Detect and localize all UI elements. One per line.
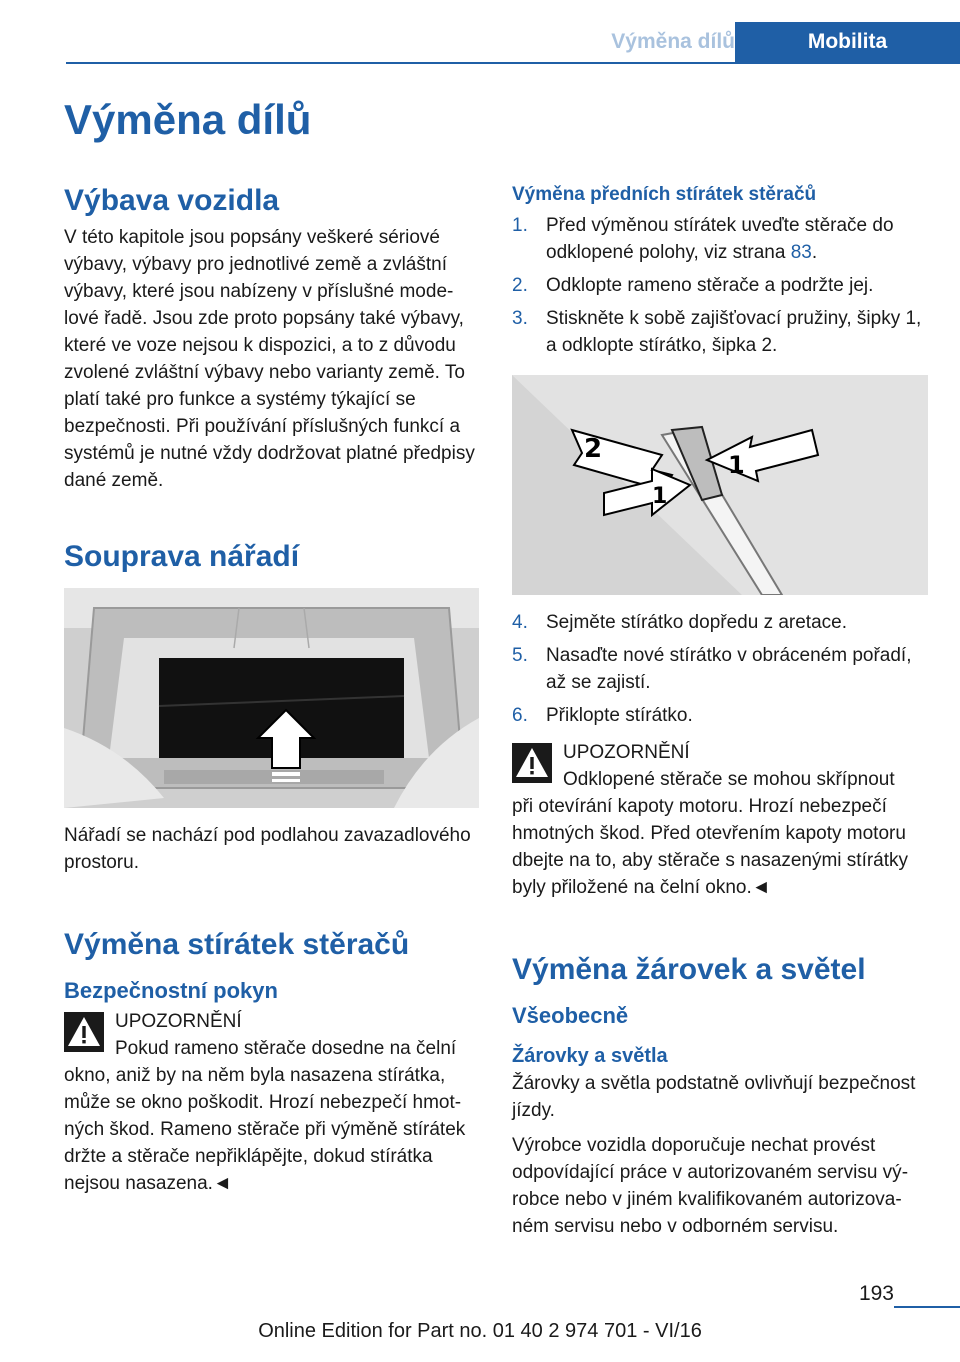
- safety-subheading: Bezpečnostní pokyn: [64, 978, 278, 1003]
- warning-text: při otevírání kapoty motoru. Hrozí nebezpečí hmotných škod. Před otevřením kapoty motoru dbejte na to, aby stěrače s nasazenými stírátky byly přiložené na čelní okno.◄: [512, 796, 909, 898]
- wiper-blade-illustration: [512, 375, 928, 595]
- left-column: [64, 184, 479, 1197]
- arrow-label: 2: [584, 434, 603, 464]
- bulbs-text-1: Žárovky a světla podstatně ovlivňují bezpečnost jízdy.: [512, 1073, 916, 1121]
- step-number: 6.: [512, 705, 528, 726]
- warning-label: UPOZORNĚNÍ: [115, 1011, 242, 1032]
- step-text: Nasaďte nové stírátko v obráceném pořadí, až se zajistí.: [546, 645, 912, 693]
- toolkit-caption: Nářadí se nachází pod podlahou zavazadlového prostoru.: [64, 825, 471, 873]
- right-column: [512, 184, 930, 1240]
- wiper-steps-list-continued: [512, 609, 930, 729]
- wiper-image: [512, 375, 928, 595]
- warning-label: UPOZORNĚNÍ: [563, 742, 690, 763]
- hood-warning: [512, 739, 930, 901]
- warning-text: okno, aniž by na něm byla nasazena stírátka, může se okno poškodit. Hrozí nebezpečí hmotných škod. Rameno stěrače při výměně stírátek držte a stěrače nepřiklápějte, dokud stírátka nejsou nasazena.◄: [64, 1065, 466, 1194]
- page-number: 193: [858, 1282, 894, 1305]
- footer-rule: [894, 1306, 960, 1308]
- step-text: Přiklopte stírátko.: [546, 705, 693, 726]
- wipers-heading: Výměna stírátek stěračů: [64, 928, 410, 961]
- wiper-warning: [64, 1008, 479, 1197]
- step-text: Sejměte stírátko dopředu z aretace.: [546, 612, 847, 633]
- step-number: 4.: [512, 612, 528, 633]
- page-link[interactable]: 83: [790, 242, 812, 263]
- list-item: [512, 212, 930, 266]
- step-text-end: .: [811, 242, 818, 263]
- warning-first-line: Odklopené stěrače se mohou skřípnout: [563, 769, 895, 790]
- trunk-floor-illustration: [64, 588, 479, 808]
- header-chapter-tab[interactable]: Mobilita: [735, 22, 960, 62]
- list-item: [512, 702, 930, 729]
- list-item: [512, 642, 930, 696]
- bulbs-heading: Výměna žárovek a světel: [512, 953, 866, 986]
- general-subheading: Všeobecně: [512, 1003, 629, 1028]
- bulbs-subheading: Žárovky a světla: [512, 1045, 668, 1067]
- arrow-label: 1: [652, 484, 668, 509]
- step-text: Před výměnou stírátek uveďte stěrače do odklopené polohy, viz strana: [546, 215, 894, 263]
- equipment-text: V této kapitole jsou popsány veškeré sériové výbavy, výbavy pro jednotlivé země a zvláštní výbavy, které jsou nabízeny v příslušné modelové řadě. Jsou zde proto popsány také výbavy, které ve voze nejsou k dispozici, a to z důvodu zvolené zvláštní výbavy nebo varianty země. To platí také pro funkce a systémy týkající se bezpečnosti. Při používání příslušných funkcí a systémů je nutné vždy dodržovat platné předpisy dané země.: [64, 227, 475, 491]
- warning-icon: [64, 1012, 104, 1052]
- step-text: Odklopte rameno stěrače a podržte jej.: [546, 275, 874, 296]
- trunk-image: [64, 588, 479, 808]
- warning-icon: [512, 743, 552, 783]
- step-number: 1.: [512, 215, 528, 236]
- list-item: [512, 272, 930, 299]
- bulbs-text-2: Výrobce vozidla doporučuje nechat provést odpovídající práce v autorizovaném servisu výrobce nebo v jiném kvalifikovaném autorizovaném servisu nebo v odborném servisu.: [512, 1135, 909, 1237]
- page-title: Výměna dílů: [64, 96, 312, 143]
- list-item: [512, 609, 930, 636]
- page-footer: [0, 1282, 960, 1362]
- header-section-tab[interactable]: Výměna dílů: [611, 30, 735, 53]
- arrow-label: 1: [728, 451, 745, 479]
- step-number: 2.: [512, 275, 528, 296]
- step-number: 3.: [512, 308, 528, 329]
- toolkit-heading: Souprava nářadí: [64, 540, 300, 573]
- running-header: [66, 22, 960, 64]
- step-number: 5.: [512, 645, 528, 666]
- wiper-steps-list: [512, 212, 930, 359]
- front-wipers-heading: Výměna předních stírátek stěračů: [512, 184, 817, 205]
- step-text: Stiskněte k sobě zajišťovací pružiny, šipky 1, a odklopte stírátko, šipka 2.: [546, 308, 922, 356]
- warning-first-line: Pokud rameno stěrače dosedne na čelní: [115, 1038, 457, 1059]
- edition-line: Online Edition for Part no. 01 40 2 974 701 - VI/16: [258, 1320, 702, 1342]
- equipment-heading: Výbava vozidla: [64, 184, 280, 217]
- list-item: [512, 305, 930, 359]
